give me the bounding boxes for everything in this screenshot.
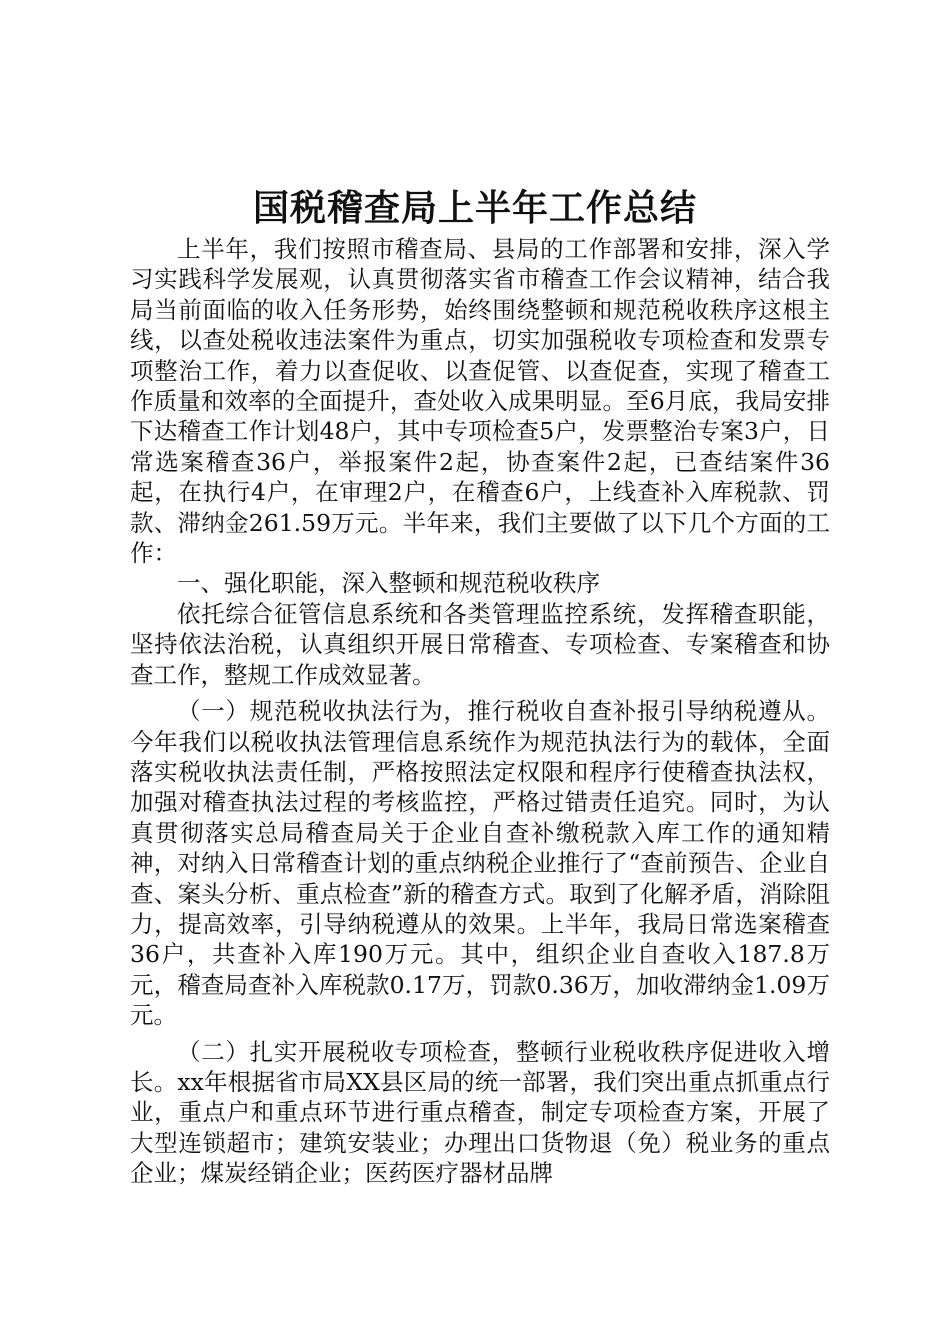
paragraph-subsection-1: （一）规范税收执法行为，推行税收自查补报引导纳税遵从。今年我们以税收执法管理信息系统作为规范执法行为的载体，全面落实税收执法责任制，严格按照法定权限和程序行使稽查执法权，加强对稽查执法过程的考核监控，严格过错责任追究。同时，为认真贯彻落实总局稽查局关于企业自查补缴税款入库工作的通知精神，对纳入日常稽查计划的重点纳税企业推行了“查前预告、企业自查、案头分析、重点检查”新的稽查方式。取到了化解矛盾，消除阻力，提高效率，引导纳税遵从的效果。上半年，我局日常选案稽查36户，共查补入库190万元。其中，组织企业自查收入187.8万元，稽查局查补入库税款0.17万，罚款0.36万，加收滞纳金1.09万元。 (130, 697, 830, 1030)
paragraph-subsection-2: （二）扎实开展税收专项检查，整顿行业税收秩序促进收入增长。xx年根据省市局XX县区局的统一部署，我们突出重点抓重点行业，重点户和重点环节进行重点稽查，制定专项检查方案，开展了大型连锁超市；建筑安装业；办理出口货物退（免）税业务的重点企业；煤炭经销企业；医药医疗器材品牌 (130, 1037, 830, 1188)
paragraph-intro: 上半年，我们按照市稽查局、县局的工作部署和安排，深入学习实践科学发展观，认真贯彻落实省市稽查工作会议精神，结合我局当前面临的收入任务形势，始终围绕整顿和规范税收秩序这根主线，以查处税收违法案件为重点，切实加强税收专项检查和发票专项整治工作，着力以查促收、以查促管、以查促查，实现了稽查工作质量和效率的全面提升，查处收入成果明显。至6月底，我局安排下达稽查工作计划48户，其中专项检查5户，发票整治专案3户，日常选案稽查36户，举报案件2起，协查案件2起，已查结案件36起，在执行4户，在审理2户，在稽查6户，上线查补入库税款、罚款、滞纳金261.59万元。半年来，我们主要做了以下几个方面的工作： (130, 235, 830, 568)
document-title: 国税稽查局上半年工作总结 (252, 187, 697, 229)
section-heading-1: 一、强化职能，深入整顿和规范税收秩序 (177, 569, 600, 598)
paragraph-section-1: 依托综合征管信息系统和各类管理监控系统，发挥稽查职能，坚持依法治税，认真组织开展日常稽查、专项检查、专案稽查和协查工作，整规工作成效显著。 (130, 599, 830, 689)
document-body (130, 234, 830, 1189)
